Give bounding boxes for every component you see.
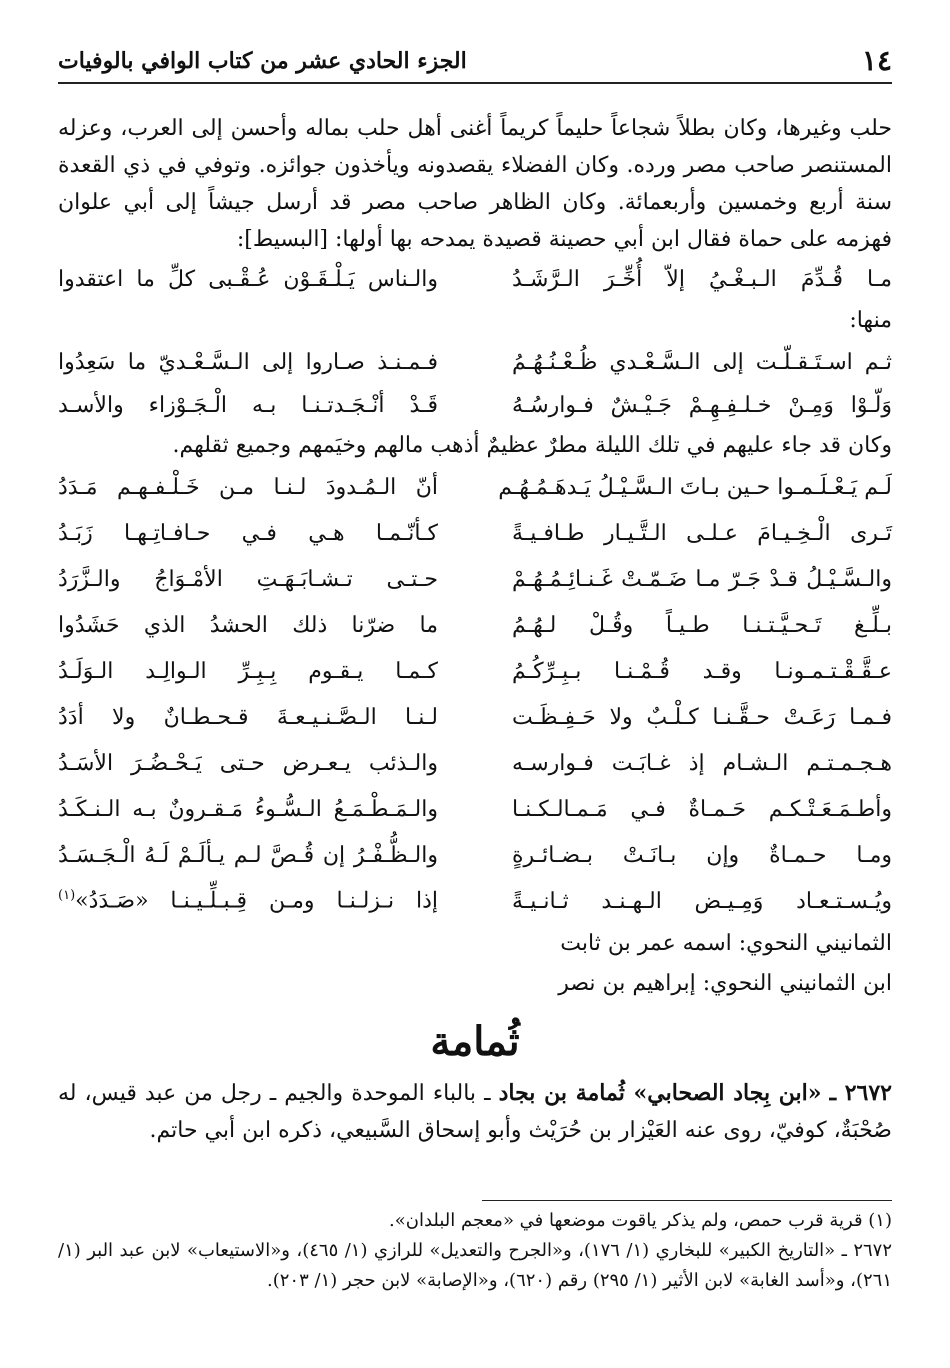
- footnotes: [58, 1206, 892, 1296]
- verse-first-hemistich: عـقَّـقْـتـمـونـا وقـد قُـمْـنـا بـبِـرِّكُـمُ: [512, 658, 892, 684]
- page-header: [58, 38, 892, 84]
- verse-second-hemistich: والـمَـطْـمَـعُ الـسُّـوءُ مَـقـرونٌ بـه الـنـكَـدُ: [58, 796, 438, 822]
- verse-line: [58, 258, 892, 301]
- verse-second-hemistich: والـناس يَـلْـقَـوْن عُـقْـبى كلِّ ما اعتقدوا: [58, 267, 438, 292]
- poem-block-1: [58, 341, 892, 427]
- verse-line: [58, 694, 892, 740]
- verse-first-hemistich: وأطـمَـعَـتْـكـم حَـمـاةٌ فـي مَـمـالـكـنـا: [512, 796, 892, 822]
- entry-text: ـ بالباء الموحدة والجيم ـ رجل من عبد قيس، له صُحْبَةٌ، كوفيّ، روى عنه العَيْزار بن حُرَيْث وأبو إسحاق السَّبيعي، ذكره ابن أبي حاتم.: [58, 1081, 892, 1143]
- verse-line: [58, 832, 892, 878]
- verse-first-hemistich: ثـم اسـتَـقـلّـت إلى الـسَّـعْـدي ظُـعْـنُـهُـمُ: [512, 350, 892, 375]
- verse-first-hemistich: تَـرى الْـخِـيـامَ عـلـى الـتَّـيـار طـافـيـةً: [512, 520, 892, 546]
- intro-paragraph: حلب وغيرها، وكان بطلاً شجاعاً حليماً كريماً أغنى أهل حلب بماله وأحسن إلى العرب، وعزله المستنصر صاحب مصر ورده. وكان الفضلاء يقصدونه ويأخذون جوائزه. وتوفي في ذي القعدة سنة أربع وخمسين وأربعمائة. وكان الظاهر صاحب مصر قد أرسل جيشاً إلى أبي علوان فهزمه على حماة فقال ابن أبي حصينة قصيدة يمدحه بها أولها: [البسيط]:: [58, 116, 892, 252]
- verse-line: [58, 878, 892, 924]
- footnote: (١) قرية قرب حمص، ولم يذكر ياقوت موضعها في «معجم البلدان».: [389, 1210, 892, 1231]
- verse-line: [58, 510, 892, 556]
- verse-second-hemistich: ما ضرّنا ذلك الحشدُ الذي حَشَدُوا: [58, 612, 438, 638]
- verse-line: [58, 464, 892, 510]
- verse-first-hemistich: ويُـسـتـعـاد وَمِـيـض الـهـنـد ثـانـيـةً: [512, 888, 892, 914]
- verse-first-hemistich: وَلّـوْا وَمِـنْ خـلـفِـهِـمْ جَـيْـشٌ فـوارسُـهُ: [512, 393, 892, 418]
- entry-number: ٢٦٧٢ ـ: [829, 1080, 892, 1106]
- verse-second-hemistich: حـتـى تـشـابَـهَـتِ الأمْـوَاجُ والـزَّرَدُ: [58, 566, 438, 592]
- verse-second-hemistich: والـظُّـفْـرُ إن قُـصَّ لـم يـألَـمْ لَـهُ الْـجَـسَـدُ: [58, 842, 438, 868]
- verse-first-hemistich: هـجـمـتـم الـشـام إذ غـابَـت فـوارسـه: [512, 750, 892, 776]
- cross-reference-line: الثمانيني النحوي: اسمه عمر بن ثابت: [560, 931, 892, 956]
- verse-first-hemistich: بـلِّـغ تَـحـيَّـتـنـا طـيـاً وقُـلْ لـهُـمُ: [512, 612, 892, 638]
- verse-line: [58, 648, 892, 694]
- verse-line: [58, 786, 892, 832]
- verse-second-hemistich: والـذئب يـعـرض حـتى يَـحْـضُـرَ الأسَـدُ: [58, 750, 438, 776]
- hemistich-text: إذا نـزلـنـا ومـن قِـبـلِّـيـنـا «صَـدَدُ»: [75, 888, 438, 914]
- page-number: ١٤: [861, 44, 892, 77]
- verse-first-hemistich: لَـم يَـعْـلَـمـوا حـين بـاتَ الـسَّـيْـلُ يَـدهَـمُـهُـم: [498, 474, 892, 500]
- verse-line: [58, 341, 892, 384]
- verse-first-hemistich: ومـا حـمـاةٌ وإن بـانَـتْ بـضـائـرةٍ: [512, 842, 892, 868]
- poem-block-2: [58, 464, 892, 924]
- verse-second-hemistich: [58, 888, 438, 913]
- verse-second-hemistich: أنّ الـمُـدودَ لـنـا مـن خَـلْـفـهـم مَـدَدُ: [58, 474, 438, 500]
- footnote-marker[interactable]: (١): [58, 888, 76, 904]
- running-title: الجزء الحادي عشر من كتاب الوافي بالوفيات: [58, 48, 467, 74]
- minha-label: منها:: [849, 308, 892, 333]
- verse-line: [58, 602, 892, 648]
- mid-paragraph: وكان قد جاء عليهم في تلك الليلة مطرٌ عظيمٌ أذهب مالهم وخيَمهم وجميع ثقلهم.: [172, 433, 892, 458]
- section-title: ثُمامة: [430, 1018, 520, 1065]
- entry-paragraph: [58, 1075, 892, 1149]
- verse-line: [58, 384, 892, 427]
- verse-line: [58, 556, 892, 602]
- verse-second-hemistich: فـمـنـذ صـاروا إلى الـسَّـعْـديّ ما سَعِدُوا: [58, 350, 438, 375]
- verse-second-hemistich: كـمـا يـقـوم بِـبِـرِّ الـوالِـد الـوَلَـدُ: [58, 658, 438, 684]
- verse-second-hemistich: لـنـا الـصَّـنـيـعـةَ قـحـطـانٌ ولا أدَدُ: [58, 704, 438, 730]
- footnote-divider: [482, 1200, 892, 1201]
- entry-heading: «ابن بِجاد الصحابي» ثُمامة بن بجاد: [498, 1080, 822, 1106]
- verse-first-hemistich: فـمـا رَعَـتْ حـقَّـنـا كـلْـبٌ ولا حَـفِـظَـت: [512, 704, 892, 730]
- verse-first-hemistich: والـسَّـيْـلُ قـدْ جَـرّ مـا ضَـمّـتْ غَـنـائِـمُـهُـمْ: [512, 566, 892, 592]
- verse-line: [58, 740, 892, 786]
- verse-second-hemistich: قَـدْ أنْـجَـدتـنـا بـه الْـجَـوْزاء والأسـد: [58, 393, 438, 418]
- verse-first-hemistich: مـا قُـدِّمَ الـبـغْـيُ إلاّ أُخِّـرَ الـرَّشَـدُ: [512, 267, 892, 292]
- footnote: ٢٦٧٢ ـ «التاريخ الكبير» للبخاري (١/ ١٧٦)، و«الجرح والتعديل» للرازي (١/ ٤٦٥)، و«الاستيعاب» لابن عبد البر (١/ ٢٦١)، و«أسد الغابة» لابن الأثير (١/ ٢٩٥) رقم (٦٢٠)، و«الإصابة» لابن حجر (١/ ٢٠٣).: [58, 1240, 892, 1291]
- page-body: [58, 110, 892, 1149]
- cross-reference-line: ابن الثمانيني النحوي: إبراهيم بن نصر: [558, 971, 892, 996]
- verse-second-hemistich: كـأنّـمـا هـي فـي حـافـاتِـهـا زَبَـدُ: [58, 520, 438, 546]
